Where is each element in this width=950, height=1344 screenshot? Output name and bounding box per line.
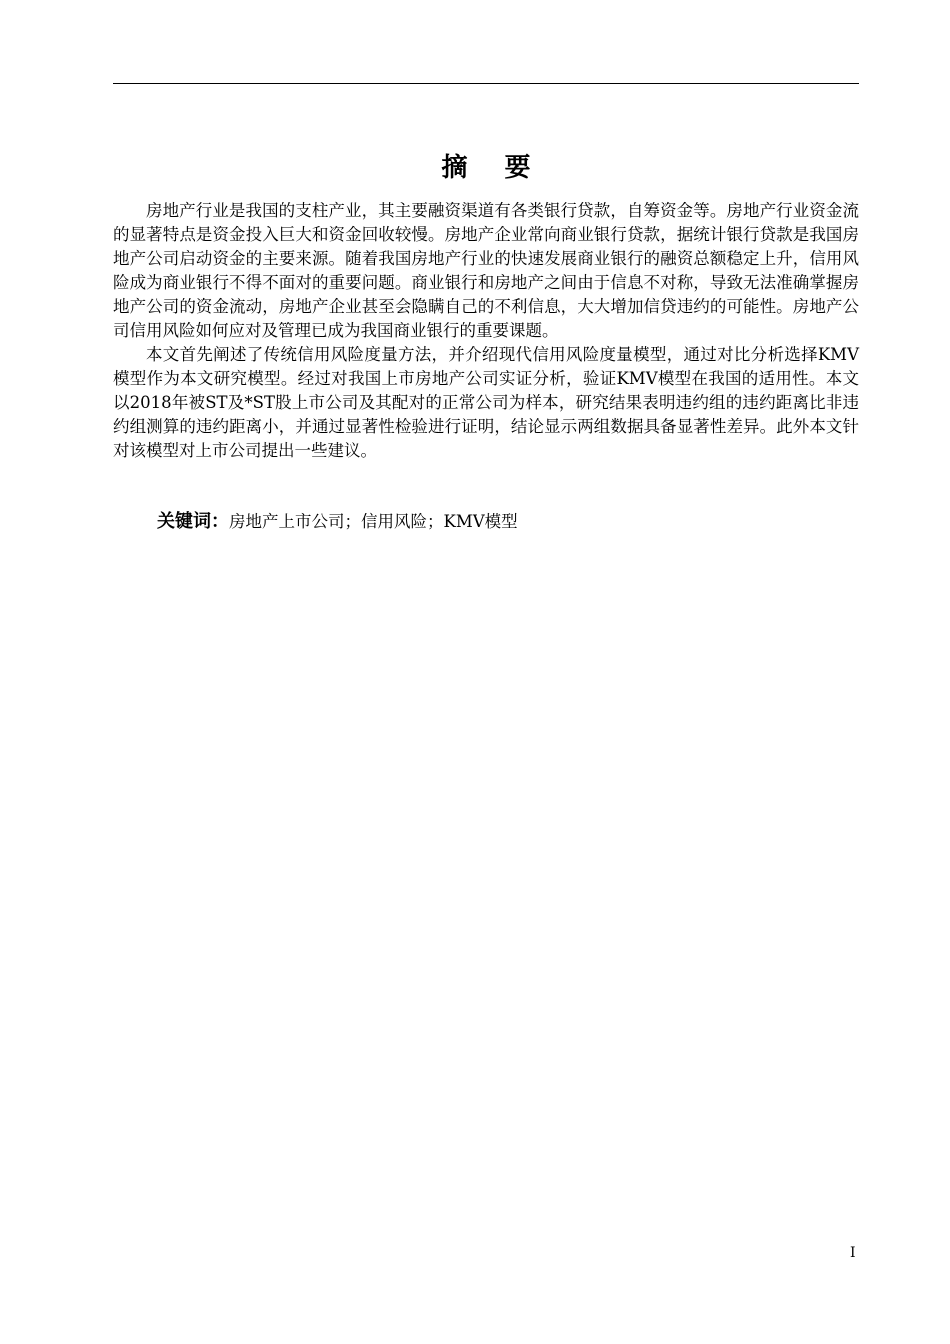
keywords-line: [157, 509, 518, 535]
keywords-label: 关键词：: [157, 511, 229, 532]
abstract-title: 摘 要: [441, 153, 545, 183]
abstract-body: [113, 199, 859, 463]
header-rule: [113, 83, 859, 84]
keywords-value: 房地产上市公司；信用风险；KMV模型: [229, 512, 518, 531]
page-number: I: [850, 1245, 856, 1261]
abstract-paragraph-1: 房地产行业是我国的支柱产业，其主要融资渠道有各类银行贷款，自筹资金等。房地产行业资金流的显著特点是资金投入巨大和资金回收较慢。房地产企业常向商业银行贷款，据统计银行贷款是我国房地产公司启动资金的主要来源。随着我国房地产行业的快速发展商业银行的融资总额稳定上升，信用风险成为商业银行不得不面对的重要问题。商业银行和房地产之间由于信息不对称，导致无法准确掌握房地产公司的资金流动，房地产企业甚至会隐瞒自己的不利信息，大大增加信贷违约的可能性。房地产公司信用风险如何应对及管理已成为我国商业银行的重要课题。: [113, 201, 859, 340]
abstract-paragraph-2: 本文首先阐述了传统信用风险度量方法，并介绍现代信用风险度量模型，通过对比分析选择KMV模型作为本文研究模型。经过对我国上市房地产公司实证分析，验证KMV模型在我国的适用性。本文以2018年被ST及*ST股上市公司及其配对的正常公司为样本，研究结果表明违约组的违约距离比非违约组测算的违约距离小，并通过显著性检验进行证明，结论显示两组数据具备显著性差异。此外本文针对该模型对上市公司提出一些建议。: [113, 345, 859, 460]
